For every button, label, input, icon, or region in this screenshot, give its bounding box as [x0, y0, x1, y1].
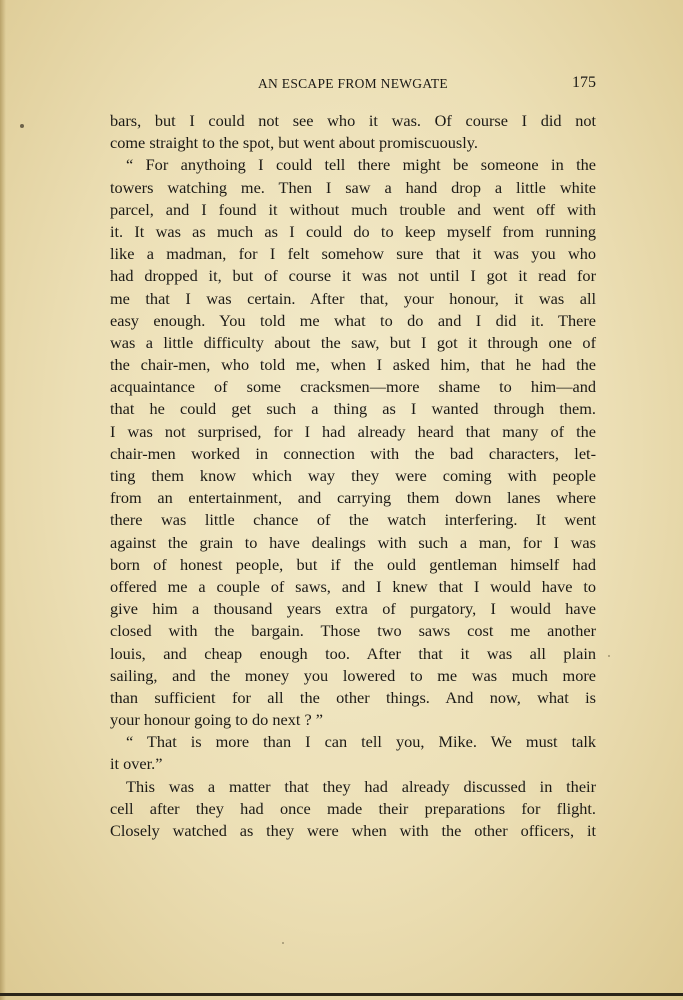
text-line: than sufficient for all the other things. And now, what is [110, 687, 596, 707]
text-line: parcel, and I found it without much trouble and went off with [110, 199, 596, 219]
text-line: chair-men worked in connection with the bad characters, let- [110, 443, 596, 463]
text-line: your honour going to do next ? ” [110, 710, 323, 730]
text-line: it. It was as much as I could do to keep myself from running [110, 221, 596, 241]
text-line: “ That is more than I can tell you, Mike. We must talk [126, 732, 596, 752]
text-line: easy enough. You told me what to do and I did it. There [110, 310, 596, 330]
text-line: sailing, and the money you lowered to me was much more [110, 665, 596, 685]
page-edge-shadow [0, 0, 6, 1000]
running-header [110, 76, 596, 96]
page-number: 175 [572, 74, 596, 91]
text-line: born of honest people, but if the ould gentleman himself had [110, 554, 596, 574]
text-line: there was little chance of the watch interfering. It went [110, 510, 596, 530]
text-line: had dropped it, but of course it was not until I got it read for [110, 266, 596, 286]
text-line: bars, but I could not see who it was. Of course I did not [110, 111, 596, 130]
text-line: cell after they had once made their preparations for flight. [110, 798, 596, 818]
text-line: from an entertainment, and carrying them down lanes where [110, 488, 596, 508]
page-bottom-edge [0, 993, 683, 996]
text-line: I was not surprised, for I had already heard that many of the [110, 421, 596, 441]
paper-speck [20, 124, 24, 128]
text-line: ting them know which way they were coming with people [110, 466, 596, 485]
text-line: it over.” [110, 754, 163, 774]
text-line: give him a thousand years extra of purgatory, I would have [110, 599, 596, 619]
text-line: towers watching me. Then I saw a hand drop a little white [110, 177, 596, 197]
body-text [110, 110, 596, 842]
text-line: the chair-men, who told me, when I asked him, that he had the [110, 355, 596, 375]
text-line: louis, and cheap enough too. After that it was all plain [110, 643, 596, 663]
paper-speck [282, 942, 284, 944]
text-line: like a madman, for I felt somehow sure that it was you who [110, 244, 596, 264]
text-line: come straight to the spot, but went about promiscuously. [110, 133, 478, 153]
text-line: Closely watched as they were when with the other officers, it [110, 821, 596, 840]
text-line: offered me a couple of saws, and I knew that I would have to [110, 576, 596, 596]
text-line: acquaintance of some cracksmen—more shame to him—and [110, 377, 596, 397]
running-title: AN ESCAPE FROM NEWGATE [258, 76, 448, 91]
text-line: was a little difficulty about the saw, but I got it through one of [110, 332, 596, 352]
text-line: “ For anythoing I could tell there might be someone in the [126, 155, 596, 175]
text-line: against the grain to have dealings with such a man, for I was [110, 532, 596, 552]
text-line: me that I was certain. After that, your honour, it was all [110, 288, 596, 308]
text-line: This was a matter that they had already discussed in their [126, 776, 596, 796]
text-line: closed with the bargain. Those two saws cost me another [110, 621, 596, 641]
text-line: that he could get such a thing as I wanted through them. [110, 399, 596, 419]
paper-speck [608, 655, 610, 657]
